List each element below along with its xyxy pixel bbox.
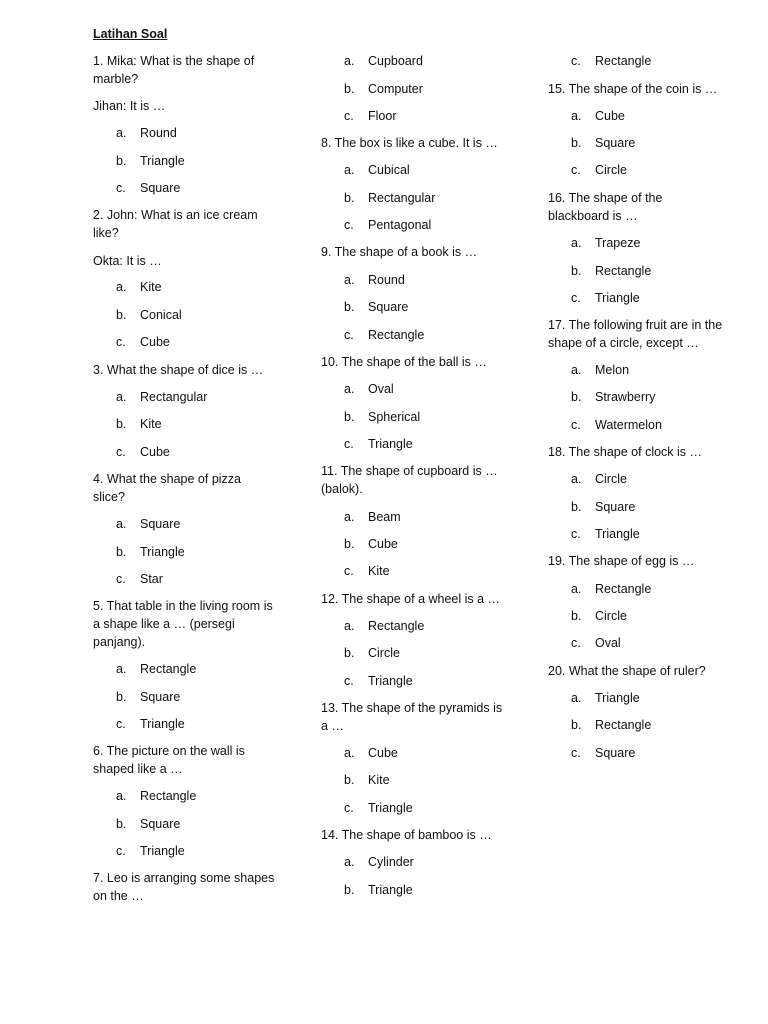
q11-option-b: b. Cube bbox=[344, 537, 398, 551]
question-16: 16. The shape of the blackboard is … bbox=[548, 191, 663, 223]
q15-option-c: c. Circle bbox=[571, 163, 627, 177]
q17-option-b: b. Strawberry bbox=[571, 390, 656, 404]
q15-option-a: a. Cube bbox=[571, 109, 625, 123]
q1-option-c: c. Square bbox=[116, 181, 181, 195]
q19-option-b: b. Circle bbox=[571, 609, 627, 623]
question-5: 5. That table in the living room is a shape like a … (persegi panjang). bbox=[93, 599, 273, 649]
q6-option-b: b. Square bbox=[116, 817, 181, 831]
q7-option-c: c. Floor bbox=[344, 109, 397, 123]
q1-option-a: a. Round bbox=[116, 126, 177, 140]
q3-option-a: a. Rectangular bbox=[116, 390, 208, 404]
q8-option-a: a. Cubical bbox=[344, 163, 410, 177]
question-19: 19. The shape of egg is … bbox=[548, 554, 695, 568]
question-8: 8. The box is like a cube. It is … bbox=[321, 136, 498, 150]
page-title: Latihan Soal bbox=[93, 27, 168, 41]
question-17: 17. The following fruit are in the shape of a circle, except … bbox=[548, 318, 723, 350]
q6-option-a: a. Rectangle bbox=[116, 789, 197, 803]
q14-option-c: c. Rectangle bbox=[571, 54, 652, 68]
q13-option-b: b. Kite bbox=[344, 773, 390, 787]
question-3: 3. What the shape of dice is … bbox=[93, 363, 264, 377]
q17-option-c: c. Watermelon bbox=[571, 418, 662, 432]
q20-option-b: b. Rectangle bbox=[571, 718, 652, 732]
q18-option-a: a. Circle bbox=[571, 472, 627, 486]
q6-option-c: c. Triangle bbox=[116, 844, 185, 858]
question-1: 1. Mika: What is the shape of marble? bbox=[93, 54, 255, 86]
question-13: 13. The shape of the pyramids is a … bbox=[321, 701, 503, 733]
q16-option-c: c. Triangle bbox=[571, 291, 640, 305]
q12-option-c: c. Triangle bbox=[344, 674, 413, 688]
q16-option-a: a. Trapeze bbox=[571, 236, 641, 250]
q7-option-b: b. Computer bbox=[344, 82, 423, 96]
q5-option-b: b. Square bbox=[116, 690, 181, 704]
question-4: 4. What the shape of pizza slice? bbox=[93, 472, 242, 504]
q14-option-b: b. Triangle bbox=[344, 883, 413, 897]
q4-option-a: a. Square bbox=[116, 517, 181, 531]
q16-option-b: b. Rectangle bbox=[571, 264, 652, 278]
question-18: 18. The shape of clock is … bbox=[548, 445, 703, 459]
question-6: 6. The picture on the wall is shaped like a … bbox=[93, 744, 245, 776]
q9-option-c: c. Rectangle bbox=[344, 328, 425, 342]
q15-option-b: b. Square bbox=[571, 136, 636, 150]
q11-option-c: c. Kite bbox=[344, 564, 390, 578]
question-15: 15. The shape of the coin is … bbox=[548, 82, 718, 96]
q9-option-b: b. Square bbox=[344, 300, 409, 314]
q9-option-a: a. Round bbox=[344, 273, 405, 287]
q17-option-a: a. Melon bbox=[571, 363, 630, 377]
q18-option-c: c. Triangle bbox=[571, 527, 640, 541]
question-20: 20. What the shape of ruler? bbox=[548, 664, 706, 678]
question-10: 10. The shape of the ball is … bbox=[321, 355, 487, 369]
q8-option-b: b. Rectangular bbox=[344, 191, 436, 205]
q13-option-c: c. Triangle bbox=[344, 801, 413, 815]
question-12: 12. The shape of a wheel is a … bbox=[321, 592, 501, 606]
q11-option-a: a. Beam bbox=[344, 510, 401, 524]
q5-option-c: c. Triangle bbox=[116, 717, 185, 731]
question-11: 11. The shape of cupboard is … (balok). bbox=[321, 464, 498, 496]
q19-option-a: a. Rectangle bbox=[571, 582, 652, 596]
q19-option-c: c. Oval bbox=[571, 636, 621, 650]
question-7: 7. Leo is arranging some shapes on the … bbox=[93, 871, 275, 903]
q1-option-b: b. Triangle bbox=[116, 154, 185, 168]
question-1-reply: Jihan: It is … bbox=[93, 99, 166, 113]
q12-option-a: a. Rectangle bbox=[344, 619, 425, 633]
question-2-reply: Okta: It is … bbox=[93, 254, 162, 268]
question-14: 14. The shape of bamboo is … bbox=[321, 828, 492, 842]
q2-option-b: b. Conical bbox=[116, 308, 182, 322]
q10-option-c: c. Triangle bbox=[344, 437, 413, 451]
question-2: 2. John: What is an ice cream like? bbox=[93, 208, 258, 240]
q10-option-a: a. Oval bbox=[344, 382, 394, 396]
q5-option-a: a. Rectangle bbox=[116, 662, 197, 676]
question-9: 9. The shape of a book is … bbox=[321, 245, 478, 259]
q14-option-a: a. Cylinder bbox=[344, 855, 414, 869]
q7-option-a: a. Cupboard bbox=[344, 54, 423, 68]
q8-option-c: c. Pentagonal bbox=[344, 218, 432, 232]
q20-option-c: c. Square bbox=[571, 746, 636, 760]
q12-option-b: b. Circle bbox=[344, 646, 400, 660]
q3-option-b: b. Kite bbox=[116, 417, 162, 431]
q18-option-b: b. Square bbox=[571, 500, 636, 514]
q3-option-c: c. Cube bbox=[116, 445, 170, 459]
q20-option-a: a. Triangle bbox=[571, 691, 640, 705]
q2-option-c: c. Cube bbox=[116, 335, 170, 349]
q4-option-b: b. Triangle bbox=[116, 545, 185, 559]
q4-option-c: c. Star bbox=[116, 572, 163, 586]
q10-option-b: b. Spherical bbox=[344, 410, 421, 424]
q2-option-a: a. Kite bbox=[116, 280, 162, 294]
q13-option-a: a. Cube bbox=[344, 746, 398, 760]
